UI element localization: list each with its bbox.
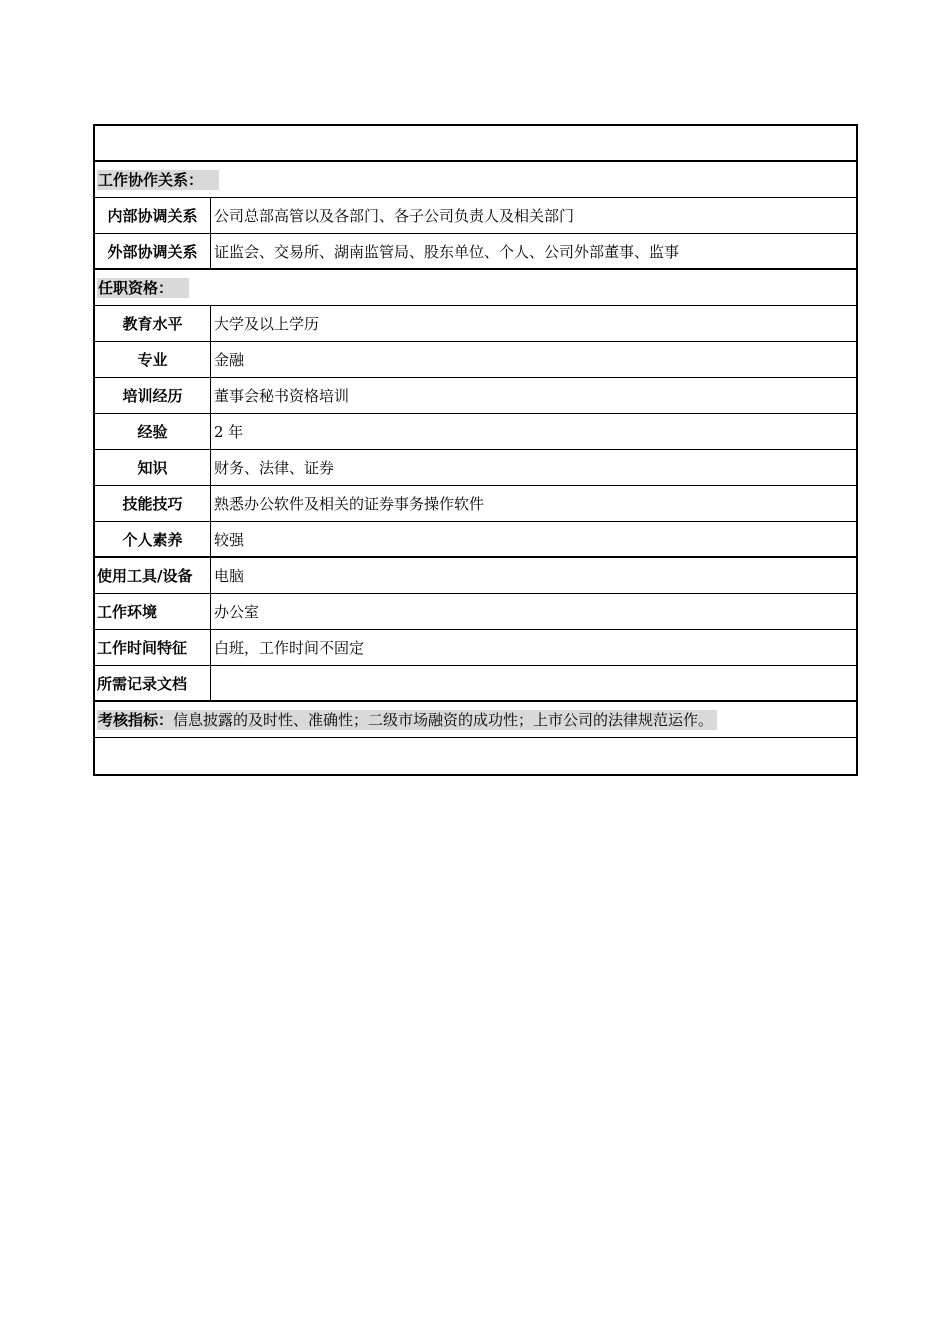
qualification-value: 2 年 [214,423,244,441]
environment-label: 工作环境 [95,594,211,629]
qualification-label: 个人素养 [95,522,211,556]
cooperation-heading-row [95,162,856,198]
external-coordination-row [95,234,856,270]
records-value [211,666,856,700]
work-time-label: 工作时间特征 [95,630,211,665]
records-label: 所需记录文档 [95,666,211,700]
job-description-table [93,124,858,776]
internal-coordination-label: 内部协调关系 [95,198,211,233]
empty-cell [95,738,856,774]
work-time-row [95,630,856,666]
qualification-row [95,306,856,342]
qualification-value: 大学及以上学历 [214,315,320,333]
qualifications-heading-row [95,270,856,306]
qualification-value: 董事会秘书资格培训 [214,387,350,405]
table-row-empty-bottom [95,738,856,774]
qualification-label: 专业 [95,342,211,377]
empty-cell [95,126,856,160]
qualification-value: 财务、法律、证券 [214,459,335,477]
qualification-value: 熟悉办公软件及相关的证券事务操作软件 [214,495,485,513]
table-row-empty-top [95,126,856,162]
records-row [95,666,856,702]
tools-label: 使用工具/设备 [95,558,211,593]
assessment-row [95,702,856,738]
qualification-value: 金融 [214,351,245,369]
work-time-value: 白班，工作时间不固定 [214,639,365,657]
external-coordination-label: 外部协调关系 [95,234,211,268]
assessment-text [97,710,717,730]
qualification-value: 较强 [214,530,245,549]
cooperation-heading: 工作协作关系： [97,170,219,190]
qualification-label: 知识 [95,450,211,485]
qualification-row [95,486,856,522]
environment-row [95,594,856,630]
qualification-label: 教育水平 [95,306,211,341]
qualification-row [95,342,856,378]
internal-coordination-row [95,198,856,234]
qualification-label: 经验 [95,414,211,449]
assessment-value: 信息披露的及时性、准确性；二级市场融资的成功性；上市公司的法律规范运作。 [173,710,714,729]
external-coordination-value: 证监会、交易所、湖南监管局、股东单位、个人、公司外部董事、监事 [214,242,680,261]
qualification-row [95,414,856,450]
qualification-row [95,450,856,486]
internal-coordination-value: 公司总部高管以及各部门、各子公司负责人及相关部门 [214,207,575,225]
qualification-label: 培训经历 [95,378,211,413]
environment-value: 办公室 [214,603,260,621]
qualification-row [95,522,856,558]
qualification-label: 技能技巧 [95,486,211,521]
qualification-row [95,378,856,414]
qualifications-heading: 任职资格： [97,278,189,298]
assessment-label: 考核指标： [98,710,174,729]
tools-value: 电脑 [214,567,245,585]
tools-row [95,558,856,594]
